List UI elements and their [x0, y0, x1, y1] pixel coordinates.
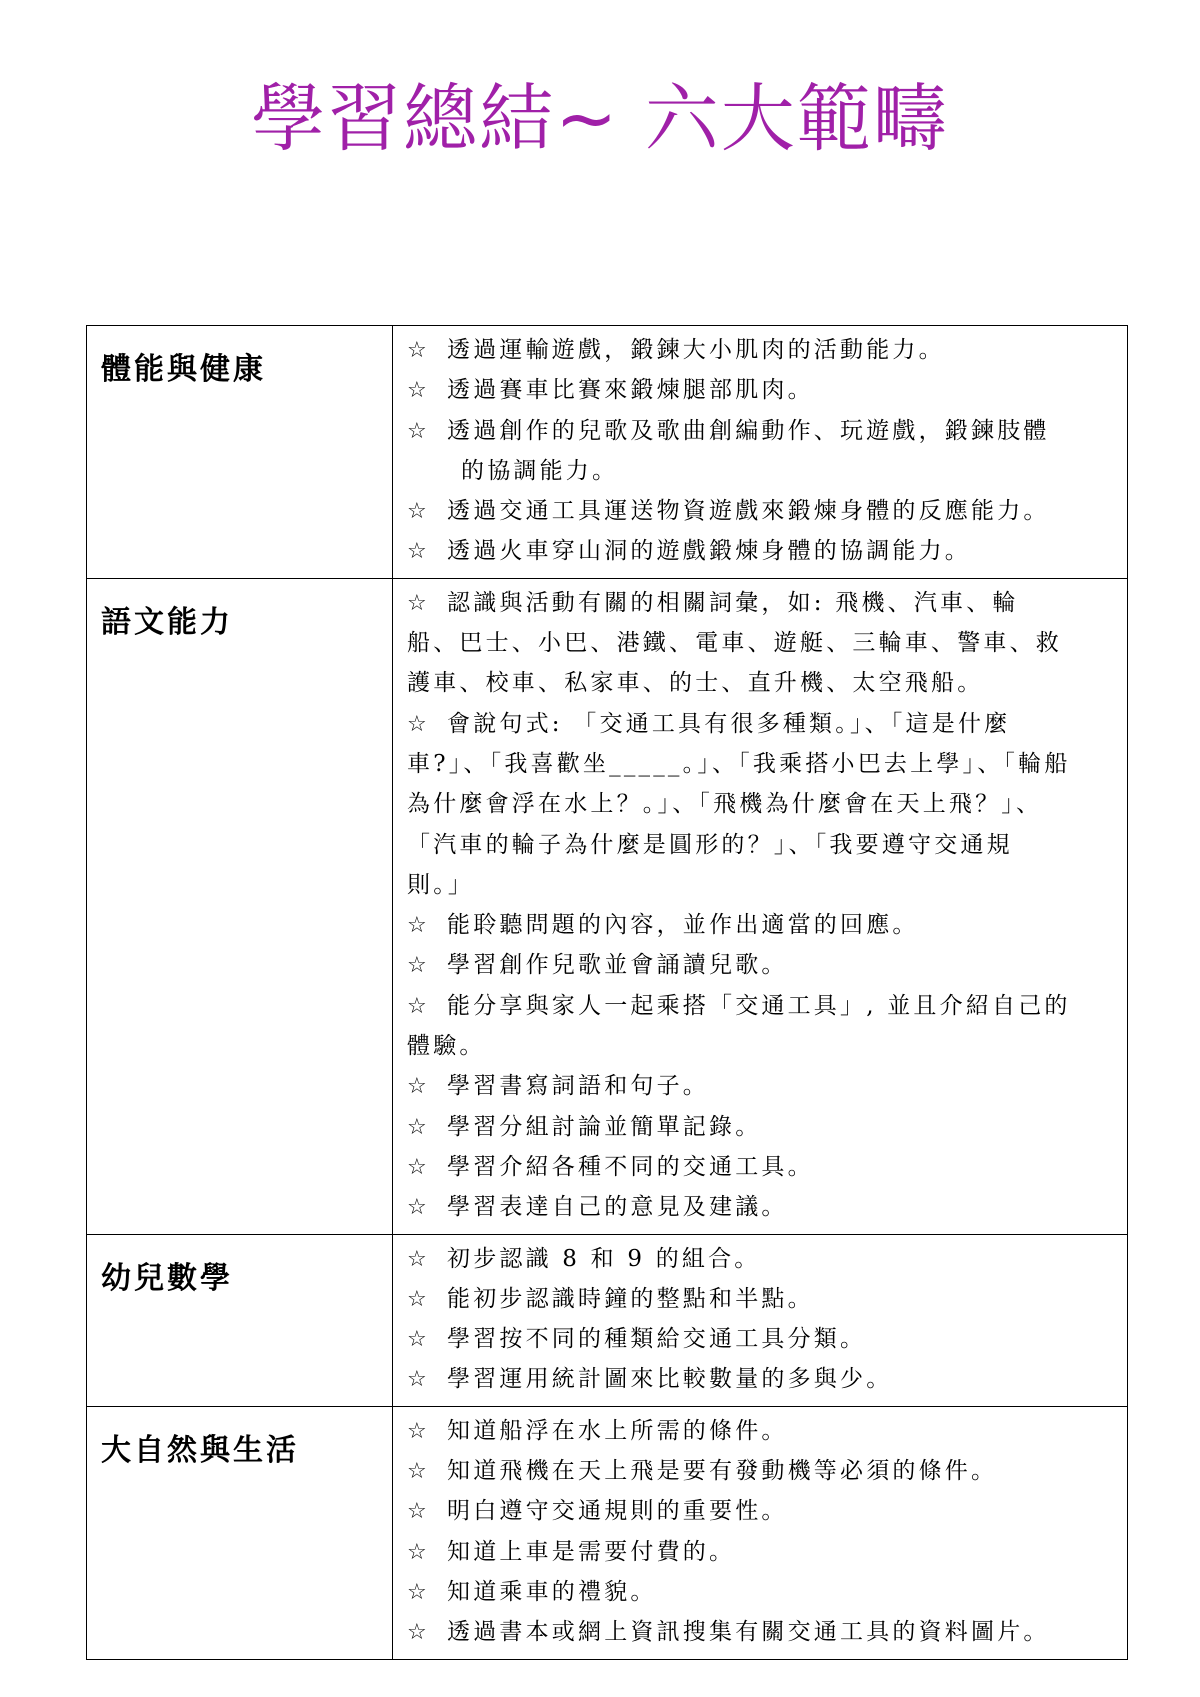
- item-text: 透過賽車比賽來鍛煉腿部肌肉。: [447, 377, 814, 404]
- star-icon: ☆: [407, 1114, 427, 1140]
- star-icon: ☆: [407, 378, 427, 404]
- item-line: [407, 1026, 1117, 1066]
- summary-table-body: [87, 326, 1128, 1660]
- item-text: 透過交通工具運送物資遊戲來鍛煉身體的反應能力。: [447, 498, 1050, 525]
- item-line: [407, 1107, 1117, 1147]
- item-line: [407, 744, 1117, 784]
- item-text: 能初步認識時鐘的整點和半點。: [447, 1285, 814, 1312]
- item-line: [407, 1451, 1117, 1491]
- item-line: [407, 663, 1117, 703]
- item-line: [407, 491, 1117, 531]
- item-line: [407, 531, 1117, 571]
- star-icon: ☆: [407, 1459, 427, 1485]
- item-line: [407, 1359, 1117, 1399]
- category-label: 體能與健康: [87, 326, 393, 579]
- star-icon: ☆: [407, 1074, 427, 1100]
- section-row: [87, 578, 1128, 1234]
- star-icon: ☆: [407, 418, 427, 444]
- star-icon: ☆: [407, 1620, 427, 1646]
- category-items: [393, 578, 1128, 1234]
- item-line: [407, 370, 1117, 410]
- item-line: [407, 583, 1117, 623]
- item-line: [407, 1187, 1117, 1227]
- item-text: 學習表達自己的意見及建議。: [447, 1194, 788, 1221]
- item-text: 體驗。: [407, 1033, 486, 1060]
- item-text: 知道上車是需要付費的。: [447, 1538, 736, 1565]
- star-icon: ☆: [407, 1246, 427, 1272]
- item-text: 透過運輸遊戲，鍛鍊大小肌肉的活動能力。: [447, 337, 945, 363]
- star-icon: ☆: [407, 1418, 427, 1444]
- item-line: [407, 704, 1117, 744]
- item-text: 能聆聽問題的內容，並作出適當的回應。: [447, 912, 919, 939]
- item-line: [407, 1491, 1117, 1531]
- item-text: 初步認識 8 和 9 的組合。: [447, 1245, 761, 1272]
- star-icon: ☆: [407, 499, 427, 525]
- item-text: 透過創作的兒歌及歌曲創編動作、玩遊戲，鍛鍊肢體: [447, 417, 1050, 444]
- item-line: [407, 1147, 1117, 1187]
- item-text: 護車、校車、私家車、的士、直升機、太空飛船。: [407, 670, 984, 697]
- star-icon: ☆: [407, 1579, 427, 1605]
- star-icon: ☆: [407, 1499, 427, 1525]
- item-text: 學習分組討論並簡單記錄。: [447, 1113, 762, 1140]
- item-line: [407, 1066, 1117, 1106]
- item-text: 學習介紹各種不同的交通工具。: [447, 1153, 814, 1180]
- item-text: 學習按不同的種類給交通工具分類。: [447, 1326, 867, 1353]
- item-text: 會說句式: 「交通工具有很多種類。」、「這是什麼: [447, 710, 1011, 737]
- item-line: [407, 1411, 1117, 1451]
- item-line: [407, 451, 1117, 491]
- star-icon: ☆: [407, 539, 427, 565]
- star-icon: ☆: [407, 953, 427, 979]
- star-icon: ☆: [407, 1154, 427, 1180]
- category-label: 幼兒數學: [87, 1234, 393, 1406]
- page-title: 學習總結~ 六大範疇: [251, 76, 949, 162]
- section-row: [87, 326, 1128, 579]
- item-line: [407, 1532, 1117, 1572]
- item-text: 知道乘車的禮貌。: [447, 1578, 657, 1605]
- section-row: [87, 1406, 1128, 1659]
- item-line: [407, 1319, 1117, 1359]
- category-items: [393, 326, 1128, 579]
- star-icon: ☆: [407, 711, 427, 737]
- item-text: 則。」: [407, 871, 475, 898]
- category-label: 語文能力: [87, 578, 393, 1234]
- item-line: [407, 986, 1117, 1026]
- item-text: 透過書本或網上資訊搜集有關交通工具的資料圖片。: [447, 1619, 1050, 1646]
- item-line: [407, 1279, 1117, 1319]
- star-icon: ☆: [407, 1367, 427, 1393]
- item-text: 明白遵守交通規則的重要性。: [447, 1498, 788, 1525]
- item-line: [407, 623, 1117, 663]
- category-items: [393, 1406, 1128, 1659]
- item-line: [407, 1612, 1117, 1652]
- item-text: 「汽車的輪子為什麼是圓形的？」、「我要遵守交通規: [407, 831, 1013, 858]
- item-text: 車?」、「我喜歡坐_____。」、「我乘搭小巴去上學」、「輪船: [407, 750, 1071, 777]
- item-text: 的協調能力。: [461, 457, 619, 484]
- item-text: 學習創作兒歌並會誦讀兒歌。: [447, 952, 788, 979]
- star-icon: ☆: [407, 1195, 427, 1221]
- star-icon: ☆: [407, 338, 427, 363]
- category-items: [393, 1234, 1128, 1406]
- item-line: [407, 1239, 1117, 1279]
- item-line: [407, 784, 1117, 824]
- item-text: 為什麼會浮在水上？。」、「飛機為什麼會在天上飛？」、: [407, 791, 1043, 818]
- item-line: [407, 825, 1117, 865]
- item-line: [407, 330, 1117, 370]
- star-icon: ☆: [407, 1327, 427, 1353]
- item-text: 學習運用統計圖來比較數量的多與少。: [447, 1366, 893, 1393]
- item-text: 知道船浮在水上所需的條件。: [447, 1417, 788, 1444]
- summary-table: [86, 325, 1128, 1660]
- item-text: 船、巴士、小巴、港鐵、電車、遊艇、三輪車、警車、救: [407, 630, 1062, 657]
- section-row: [87, 1234, 1128, 1406]
- star-icon: ☆: [407, 1539, 427, 1565]
- item-line: [407, 945, 1117, 985]
- item-line: [407, 905, 1117, 945]
- item-text: 能分享與家人一起乘搭「交通工具」, 並且介紹自己的: [447, 992, 1071, 1019]
- item-text: 透過火車穿山洞的遊戲鍛煉身體的協調能力。: [447, 538, 971, 565]
- category-label: 大自然與生活: [87, 1406, 393, 1659]
- item-text: 認識與活動有關的相關詞彙，如: 飛機、汽車、輪: [447, 589, 1019, 616]
- item-line: [407, 411, 1117, 451]
- star-icon: ☆: [407, 1286, 427, 1312]
- item-text: 知道飛機在天上飛是要有發動機等必須的條件。: [447, 1458, 998, 1485]
- star-icon: ☆: [407, 993, 427, 1019]
- item-line: [407, 865, 1117, 905]
- star-icon: ☆: [407, 590, 427, 616]
- item-text: 學習書寫詞語和句子。: [447, 1073, 709, 1100]
- item-line: [407, 1572, 1117, 1612]
- star-icon: ☆: [407, 913, 427, 939]
